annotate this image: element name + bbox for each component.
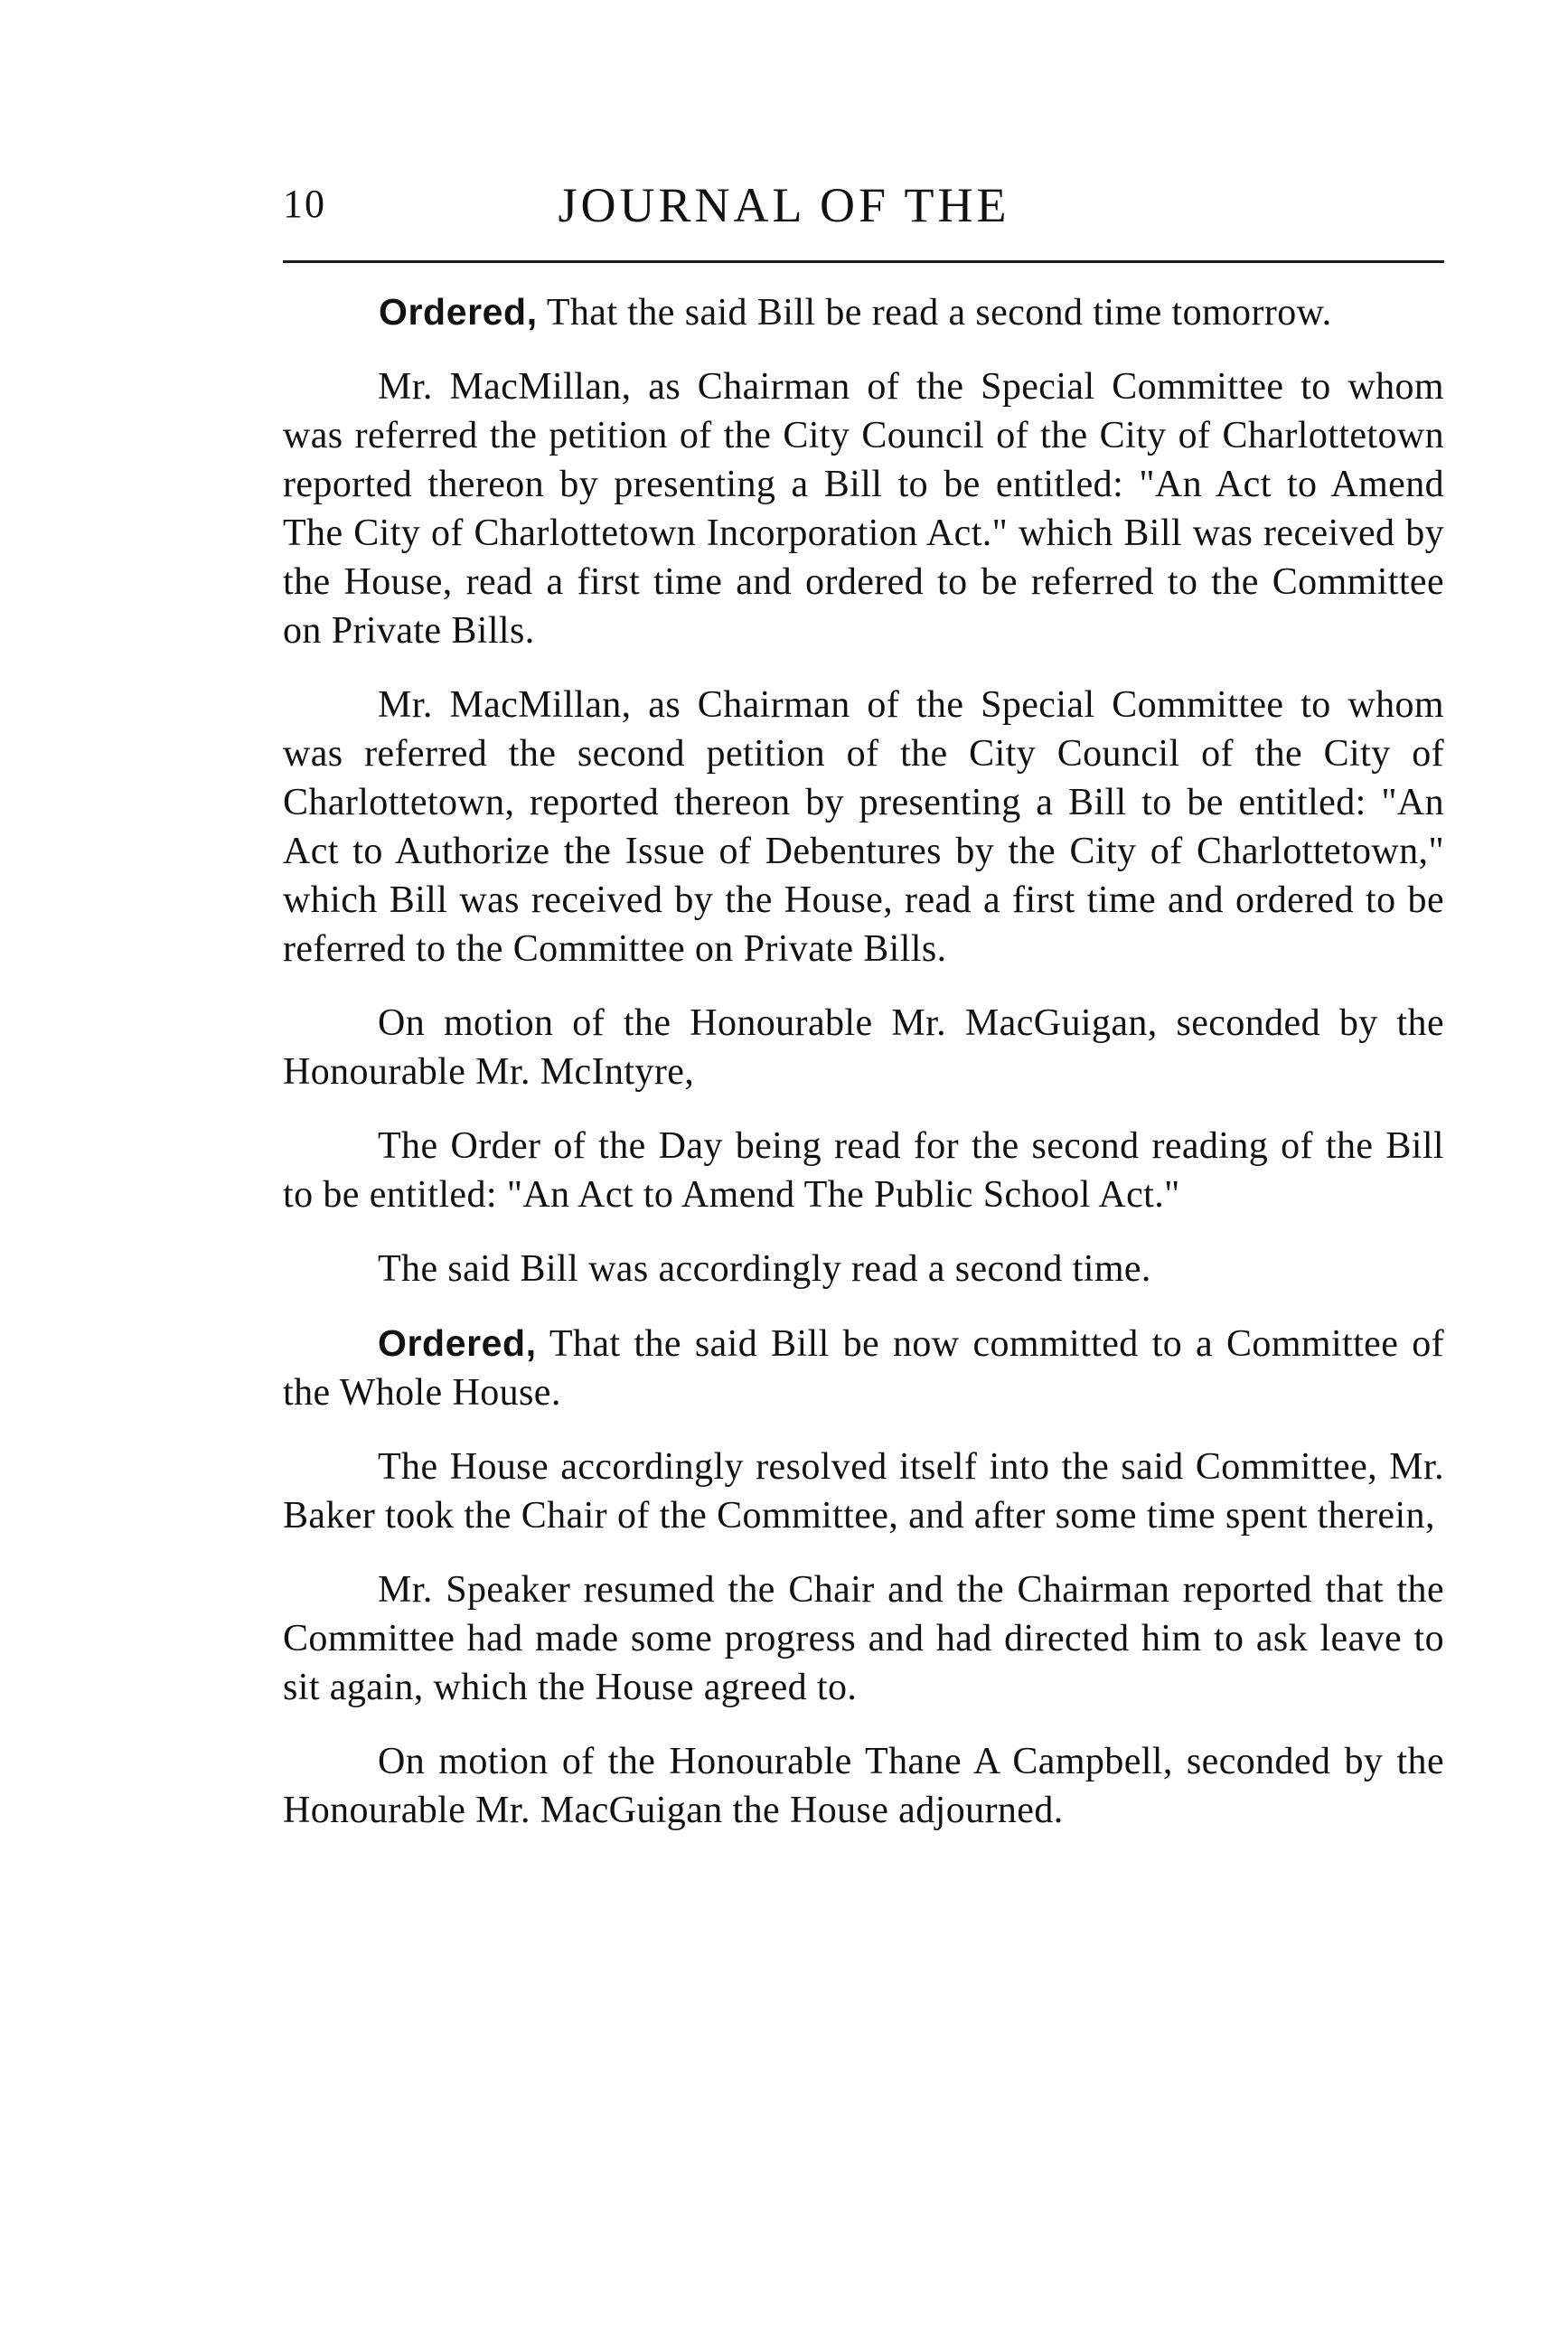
running-header-title: JOURNAL OF THE [558,178,1010,232]
paragraph-text: On motion of the Honourable Mr. MacGuigan, seconded by the Honourable Mr. McIntyre, [283,1002,1444,1093]
page-number: 10 [283,182,326,226]
paragraph-text: The said Bill was accordingly read a second time. [378,1248,1151,1290]
ordered-label: Ordered, [378,1322,537,1364]
paragraph-committee-resolved [283,1443,1444,1540]
paragraph-text: Mr. MacMillan, as Chairman of the Special Committee to whom was referred the petition of the City Council of the City of Charlottetown reported thereon by presenting a Bill to be entitled: "An Act to Amend The City of Charlottetown Incorporation Act." which Bill was received by the House, read a first time and ordered to be referred to the Committee on Private Bills. [283,366,1444,652]
paragraph-text: The House accordingly resolved itself into the said Committee, Mr. Baker took the Chair of the Committee, and after some time spent therein, [283,1446,1444,1537]
paragraph-order-of-day [283,1122,1444,1219]
paragraph-adjourned [283,1737,1444,1835]
paragraph-text: That the said Bill be read a second time tomorrow. [537,292,1332,334]
paragraph-text: That the said Bill be now committed to a Committee of the Whole House. [283,1323,1444,1414]
paragraph-speaker-resumed [283,1565,1444,1712]
paragraph-motion [283,999,1444,1096]
paragraph-text: On motion of the Honourable Thane A Campbell, seconded by the Honourable Mr. MacGuigan the House adjourned. [283,1741,1444,1831]
paragraph-text: The Order of the Day being read for the second reading of the Bill to be entitled: "An Act to Amend The Public School Act." [283,1125,1444,1216]
paragraph-ordered-second-reading [283,287,1444,337]
paragraph-text: Mr. Speaker resumed the Chair and the Chairman reported that the Committee had made some progress and had directed him to ask leave to sit again, which the House agreed to. [283,1569,1444,1708]
header-rule [283,260,1444,263]
paragraph-second-petition-report [283,681,1444,973]
paragraph-first-petition-report [283,362,1444,655]
paragraph-ordered-committed [283,1319,1444,1417]
journal-body [283,287,1444,1860]
ordered-label: Ordered, [379,291,538,333]
paragraph-text: Mr. MacMillan, as Chairman of the Special Committee to whom was referred the second petition of the City Council of the City of Charlottetown, reported thereon by presenting a Bill to be entitled: "An Act to Authorize the Issue of Debentures by the City of Charlottetown," which Bill was received by the House, read a first time and ordered to be referred to the Committee on Private Bills. [283,684,1444,970]
paragraph-second-time [283,1245,1444,1293]
